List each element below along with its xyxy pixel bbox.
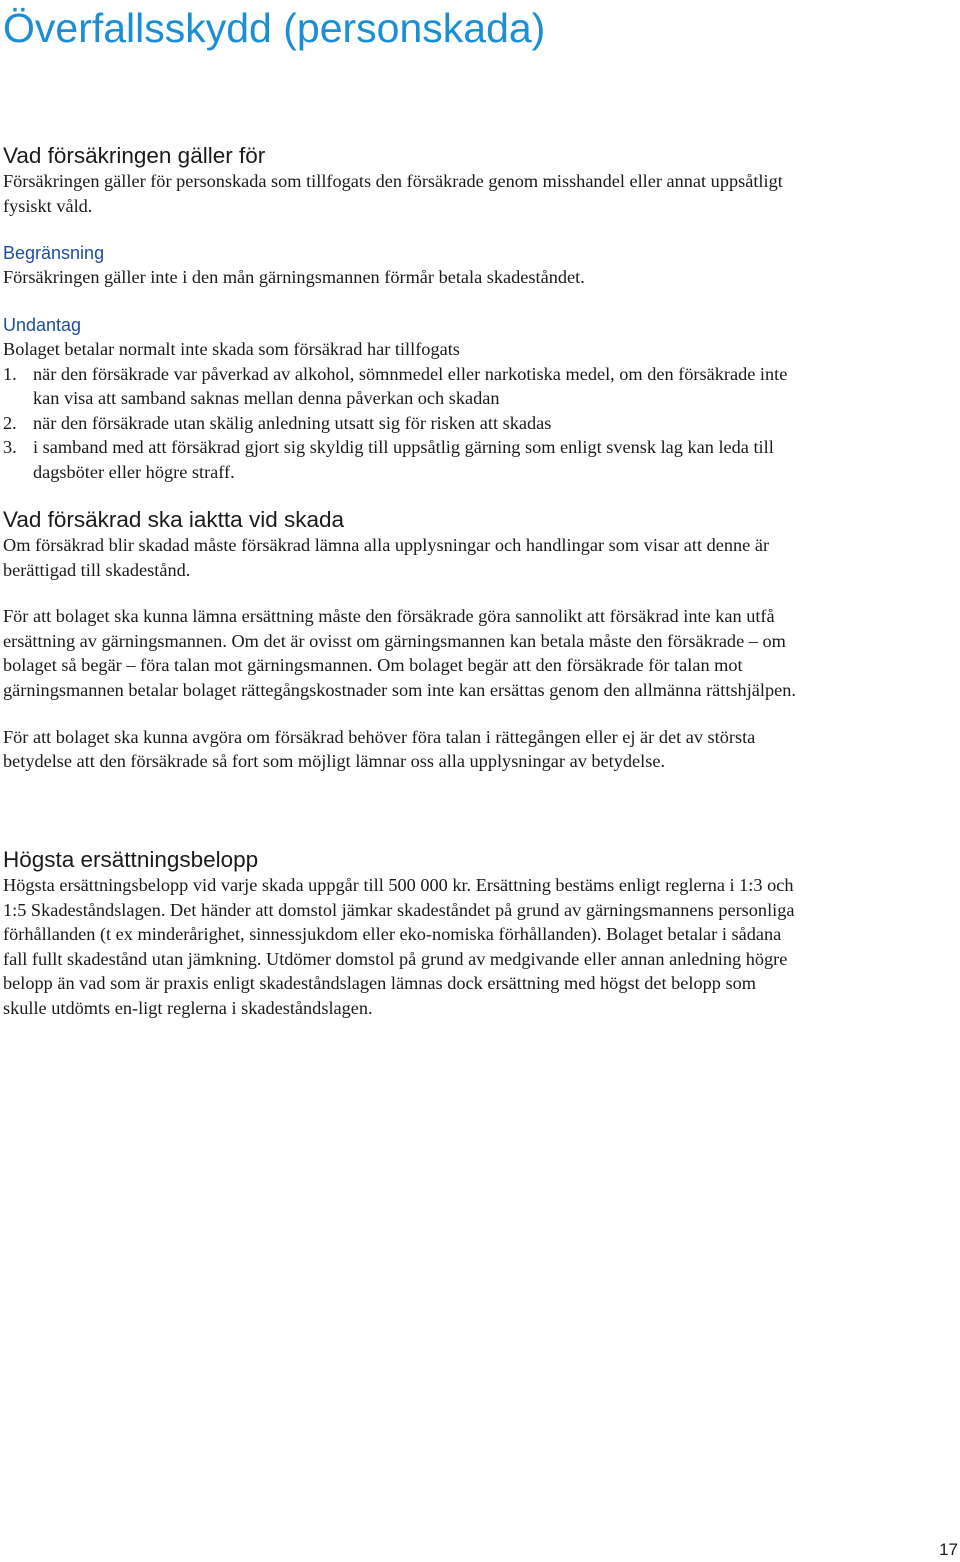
- list-item-number: 2.: [3, 412, 17, 433]
- section-applies: [3, 143, 803, 218]
- section-duties: [3, 507, 803, 774]
- section-text-applies: Försäkringen gäller för personskada som tillfogats den försäkrade genom misshandel eller annat uppsåtligt fysiskt våld.: [3, 171, 783, 216]
- section-exceptions: [3, 313, 803, 485]
- section-limitation: [3, 241, 803, 290]
- subheading-exceptions: Undantag: [3, 315, 82, 335]
- list-item-text: i samband med att försäkrad gjort sig skyldig till uppsåtlig gärning som enligt svensk lag kan leda till dagsböter eller högre straff.: [33, 437, 774, 482]
- section-text-limitation: Försäkringen gäller inte i den mån gärningsmannen förmår betala skadeståndet.: [3, 267, 585, 287]
- list-item-number: 3.: [3, 437, 17, 458]
- page-number: 17: [939, 1540, 958, 1559]
- duties-paragraph: För att bolaget ska kunna avgöra om försäkrad behöver föra talan i rättegången eller ej är det av största betydelse att den försäkrade så fort som möjligt lämnar oss alla upplysningar av betydelse.: [3, 726, 756, 772]
- subheading-limitation: Begränsning: [3, 243, 105, 263]
- duties-paragraph: För att bolaget ska kunna lämna ersättning måste den försäkrade göra sannolikt att försäkrad inte kan utfå ersättning av gärningsmannen. Om det är ovisst om gärningsmannen kan betala måste den försäkrade – om bolaget så begär – föra talan mot gärningsmannen. Om bolaget begär att den försäkrade för talan mot gärningsmannen betalar bolaget rättegångskostnader som inte kan ersättas genom den allmänna rättshjälpen.: [3, 606, 796, 700]
- section-maximum: [3, 847, 803, 1021]
- section-text-maximum: Högsta ersättningsbelopp vid varje skada uppgår till 500 000 kr. Ersättning bestäms enligt reglerna i 1:3 och 1:5 Skadeståndslagen. Det händer att domstol jämkar skadeståndet på grund av gärningsmannens personliga förhållanden (t ex minderårighet, sinnessjukdom eller eko-nomiska förhållanden). Bolaget betalar i sådana fall fullt skadestånd utan jämkning. Utdömer domstol på grund av medgivande eller annan anledning högre belopp än vad som är praxis enligt skadeståndslagen lämnas dock ersättning med högst det belopp som skulle utdömts en-ligt reglerna i skadeståndslagen.: [3, 875, 795, 1018]
- section-heading-duties: Vad försäkrad ska iaktta vid skada: [3, 507, 345, 532]
- exceptions-intro: Bolaget betalar normalt inte skada som försäkrad har tillfogats: [3, 339, 460, 359]
- duties-paragraph: Om försäkrad blir skadad måste försäkrad lämna alla upplysningar och handlingar som visar att denne är berättigad till skadestånd.: [3, 535, 770, 580]
- list-item: [3, 362, 803, 411]
- list-item: [3, 435, 803, 484]
- section-heading-maximum: Högsta ersättningsbelopp: [3, 847, 259, 872]
- section-heading-applies: Vad försäkringen gäller för: [3, 143, 266, 168]
- list-item-text: när den försäkrade var påverkad av alkohol, sömnmedel eller narkotiska medel, om den försäkrade inte kan visa att samband saknas mellan denna påverkan och skadan: [33, 363, 788, 409]
- exceptions-list: [3, 362, 803, 485]
- page-title: Överfallsskydd (personskada): [3, 5, 546, 51]
- list-item-number: 1.: [3, 363, 17, 384]
- list-item: [3, 411, 803, 436]
- list-item-text: när den försäkrade utan skälig anledning utsatt sig för risken att skadas: [33, 412, 552, 433]
